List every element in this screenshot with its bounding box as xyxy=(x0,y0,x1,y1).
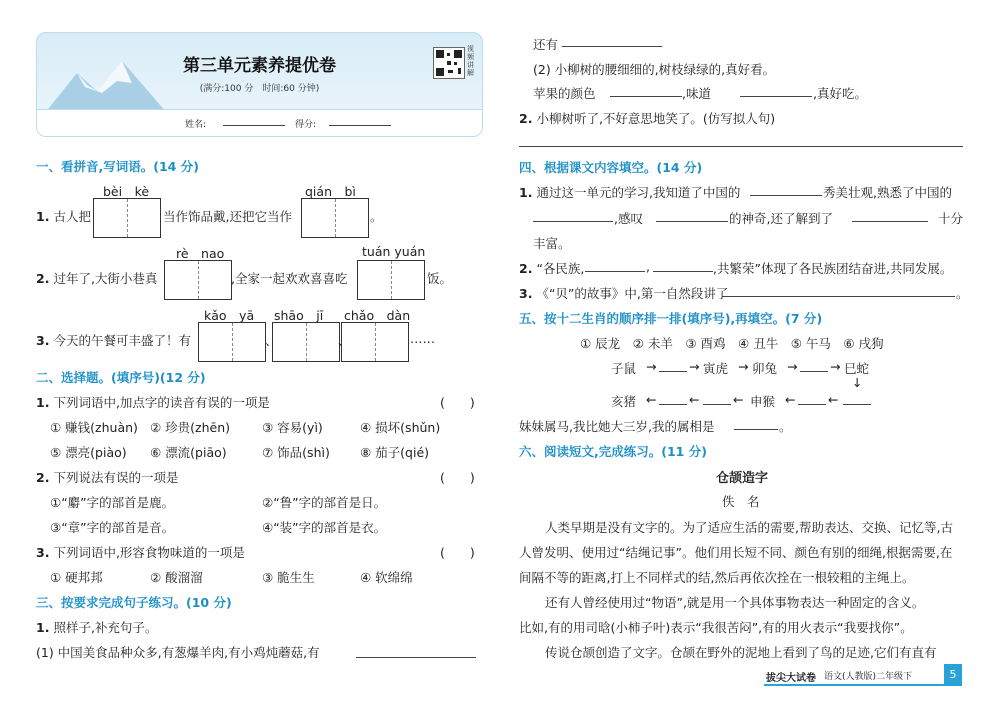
para3-line1: 传说仓颉创造了文字。仓颉在野外的泥地上看到了鸟的足迹,它们有直有 xyxy=(545,645,937,660)
s2-q1-text: 下列词语中,加点字的读音有误的一项是 xyxy=(53,395,270,410)
s4-q1-b: 秀美壮观,熟悉了中国的 xyxy=(823,185,952,200)
s4-q3-number: 3. xyxy=(519,286,533,301)
s3-line2: (2) 小柳树的腰细细的,树枝绿绿的,真好看。 xyxy=(533,62,776,77)
blank-zodiac-4[interactable] xyxy=(703,404,731,405)
s4-q1-e: 十分 xyxy=(938,211,964,226)
s1-q3-end: …… xyxy=(410,331,435,346)
s2-q1-number: 1. xyxy=(36,395,50,410)
s3-q1-text: 照样子,补充句子。 xyxy=(53,620,158,635)
section2-heading: 二、选择题。(填序号)(12 分) xyxy=(36,370,206,385)
s4-q1-a: 通过这一单元的学习,我知道了中国的 xyxy=(536,185,741,200)
s2-q2-opt2: ②“鲁”字的部首是日。 xyxy=(262,495,387,510)
s5-tail-b: 。 xyxy=(779,419,792,434)
s3-line3a: 苹果的颜色 xyxy=(533,86,596,101)
s1-q1-end: 。 xyxy=(370,209,383,224)
s3-cont1: 还有 xyxy=(533,37,559,52)
footer-brand: 拔尖大试卷 xyxy=(766,673,816,684)
section3-heading: 三、按要求完成句子练习。(10 分) xyxy=(36,595,232,610)
page-title: 第三单元素养提优卷 xyxy=(183,56,336,76)
arrow-right: → xyxy=(830,359,841,374)
answer-box-kaoya[interactable] xyxy=(198,322,266,362)
s4-q2-number: 2. xyxy=(519,261,533,276)
s2-q2-opt4: ④“装”字的部首是衣。 xyxy=(262,520,387,535)
s2-q3-opt2: ② 酸溜溜 xyxy=(150,570,203,585)
answer-paren-2[interactable]: ( ) xyxy=(440,470,475,485)
blank-slogan-1[interactable] xyxy=(585,271,645,272)
answer-line-personify[interactable] xyxy=(519,146,963,147)
s1-q2-end: 饭。 xyxy=(427,271,453,286)
arrow-right: → xyxy=(738,359,749,374)
s2-q1-opt2: ② 珍贵(zhēn) xyxy=(150,420,231,435)
score-field[interactable] xyxy=(329,113,391,126)
footer-course: 语文(人教版)二年级下 xyxy=(824,672,913,682)
pinyin-renao: rè nao xyxy=(176,246,225,261)
arrow-right: → xyxy=(787,359,798,374)
zodiac-pig: 亥猪 xyxy=(611,394,637,409)
s4-q2-c: ,共繁荣”体现了各民族团结奋进,共同发展。 xyxy=(713,261,953,276)
q2-number: 2. xyxy=(36,271,50,286)
arrow-left: ← xyxy=(733,392,744,407)
s2-q1-opt3: ③ 容易(yì) xyxy=(262,420,323,435)
s2-q3-opt4: ④ 软绵绵 xyxy=(360,570,413,585)
zodiac-snake: 巳蛇 xyxy=(844,361,870,376)
answer-box-renao[interactable] xyxy=(164,260,232,300)
q1-number: 1. xyxy=(36,209,50,224)
answer-box-beike[interactable] xyxy=(93,198,161,238)
blank-slogan-2[interactable] xyxy=(653,271,713,272)
s4-q2-a: “各民族, xyxy=(536,261,585,276)
blank-wonder[interactable] xyxy=(656,221,728,222)
s2-q3-opt3: ③ 脆生生 xyxy=(262,570,315,585)
s3-q2-text: 小柳树听了,不好意思地笑了。(仿写拟人句) xyxy=(536,111,776,126)
section5-heading: 五、按十二生肖的顺序排一排(填序号),再填空。(7 分) xyxy=(519,311,823,326)
s2-q1-opt5: ⑤ 漂亮(piào) xyxy=(50,445,127,460)
s1-q2-pre: 过年了,大街小巷真 xyxy=(53,271,158,286)
blank-zodiac-6[interactable] xyxy=(843,404,871,405)
s2-q2-opt3: ③“章”字的部首是音。 xyxy=(50,520,175,535)
s2-q1-opt8: ⑧ 茄子(qié) xyxy=(360,445,430,460)
arrow-right: → xyxy=(689,359,700,374)
answer-box-chaodan[interactable] xyxy=(341,322,409,362)
s2-q1-opt1: ① 赚钱(zhuàn) xyxy=(50,420,138,435)
arrow-left: ← xyxy=(646,392,657,407)
s4-q1-d: 的神奇,还了解到了 xyxy=(729,211,833,226)
blank-my-zodiac[interactable] xyxy=(734,429,778,430)
s2-q1-opt7: ⑦ 饰品(shì) xyxy=(262,445,330,460)
blank-zodiac-2[interactable] xyxy=(800,371,828,372)
zodiac-monkey: 申猴 xyxy=(750,394,776,409)
blank-apple-color[interactable] xyxy=(610,96,682,97)
blank-zodiac-5[interactable] xyxy=(798,404,826,405)
para1-line1: 人类早期是没有文字的。为了适应生活的需要,帮助表达、交换、记忆等,古 xyxy=(545,520,953,535)
s2-q2-opt1: ①“麝”字的部首是鹿。 xyxy=(50,495,175,510)
s1-q1-pre: 古人把 xyxy=(53,209,91,224)
article-author: 佚 名 xyxy=(722,494,760,509)
blank-culture[interactable] xyxy=(533,221,613,222)
blank-bei-story[interactable] xyxy=(722,296,955,297)
pinyin-tuanyuan: tuán yuán xyxy=(362,244,426,259)
s3-q2-number: 2. xyxy=(519,111,533,126)
qr-label: 视频讲解 xyxy=(467,45,474,77)
s4-q1-c: ,感叹 xyxy=(614,211,643,226)
zodiac-rat: 子鼠 xyxy=(611,361,637,376)
s1-q2-mid: ,全家一起欢欢喜喜吃 xyxy=(231,271,348,286)
sep-2: 、 xyxy=(338,333,351,348)
para2-line1: 还有人曾经使用过“物语”,就是用一个具体事物表达一种固定的含义。 xyxy=(545,595,925,610)
s4-q1-number: 1. xyxy=(519,185,533,200)
s1-q1-mid: 当作饰品戴,还把它当作 xyxy=(163,209,292,224)
pinyin-qianbi: qián bì xyxy=(305,184,356,199)
section4-heading: 四、根据课文内容填空。(14 分) xyxy=(519,160,703,175)
s4-q3-a: 《“贝”的故事》中,第一自然段讲了 xyxy=(536,286,729,301)
blank-apple-taste[interactable] xyxy=(740,96,812,97)
arrow-left: ← xyxy=(689,392,700,407)
para1-line3: 间隔不等的距离,打上不同样式的结,然后再依次拴在一根较粗的主绳上。 xyxy=(519,570,915,585)
arrow-right: → xyxy=(646,359,657,374)
name-label: 姓名: xyxy=(185,120,207,130)
pinyin-beike: bèi kè xyxy=(103,184,150,199)
para2-line2: 比如,有的用司晗(小柿子叶)表示“我很苦闷”,有的用火表示“我要找你”。 xyxy=(519,620,913,635)
zodiac-rabbit: 卯兔 xyxy=(752,361,778,376)
s3-q1-line1: (1) 中国美食品种众多,有葱爆羊肉,有小鸡炖蘑菇,有 xyxy=(36,645,320,660)
s5-tail-a: 妹妹属马,我比她大三岁,我的属相是 xyxy=(519,419,715,434)
s2-q1-opt4: ④ 损坏(shǔn) xyxy=(360,420,441,435)
para1-line2: 人曾发明、使用过“结绳记事”。他们用长短不同、颜色有别的细绳,根据需要,在 xyxy=(519,545,953,560)
s4-q2-b: , xyxy=(646,259,650,274)
name-field[interactable] xyxy=(223,113,285,126)
pinyin-shaoji: shāo jī xyxy=(274,308,324,323)
pinyin-chaodan: chǎo dàn xyxy=(344,308,411,323)
section1-heading: 一、看拼音,写词语。(14 分) xyxy=(36,159,199,174)
answer-box-shaoji[interactable] xyxy=(272,322,340,362)
zodiac-tiger: 寅虎 xyxy=(703,361,729,376)
blank-landscape[interactable] xyxy=(750,195,822,196)
answer-paren-1[interactable]: ( ) xyxy=(440,395,475,410)
s2-q2-text: 下列说法有误的一项是 xyxy=(53,470,179,485)
s2-q3-text: 下列词语中,形容食物味道的一项是 xyxy=(53,545,245,560)
s3-q1-number: 1. xyxy=(36,620,50,635)
s3-line3c: ,真好吃。 xyxy=(813,86,867,101)
page-subtitle: (满分:100 分 时间:60 分钟) xyxy=(199,84,320,94)
qr-code-icon[interactable] xyxy=(433,47,465,79)
header-card xyxy=(36,32,483,137)
footer-bar xyxy=(764,684,944,686)
answer-paren-3[interactable]: ( ) xyxy=(440,545,475,560)
s2-q3-number: 3. xyxy=(36,545,50,560)
answer-box-tuanyuan[interactable] xyxy=(357,260,425,300)
article-title: 仓颉造字 xyxy=(716,471,769,486)
blank-food-2[interactable] xyxy=(562,46,662,47)
s2-q2-number: 2. xyxy=(36,470,50,485)
zodiac-options: ① 辰龙 ② 未羊 ③ 酉鸡 ④ 丑牛 ⑤ 午马 ⑥ 戌狗 xyxy=(580,336,884,351)
blank-rich[interactable] xyxy=(852,221,928,222)
s3-line3b: ,味道 xyxy=(682,86,711,101)
arrow-left: ← xyxy=(785,392,796,407)
arrow-down: ↓ xyxy=(852,375,863,390)
arrow-left: ← xyxy=(828,392,839,407)
sep-1: 、 xyxy=(265,333,278,348)
blank-zodiac-3[interactable] xyxy=(659,404,687,405)
pinyin-kaoya: kǎo yā xyxy=(204,308,255,323)
page-number: 5 xyxy=(944,664,962,686)
answer-box-qianbi[interactable] xyxy=(301,198,369,238)
s2-q1-opt6: ⑥ 漂流(piāo) xyxy=(150,445,227,460)
s4-q3-end: 。 xyxy=(956,286,969,301)
blank-food[interactable] xyxy=(356,657,476,658)
s2-q3-opt1: ① 硬邦邦 xyxy=(50,570,103,585)
q3-number: 3. xyxy=(36,333,50,348)
s1-q3-pre: 今天的午餐可丰盛了！有 xyxy=(53,333,191,348)
score-label: 得分: xyxy=(295,120,317,130)
section6-heading: 六、阅读短文,完成练习。(11 分) xyxy=(519,444,707,459)
blank-zodiac-1[interactable] xyxy=(659,371,687,372)
s4-q1-f: 丰富。 xyxy=(533,236,571,251)
